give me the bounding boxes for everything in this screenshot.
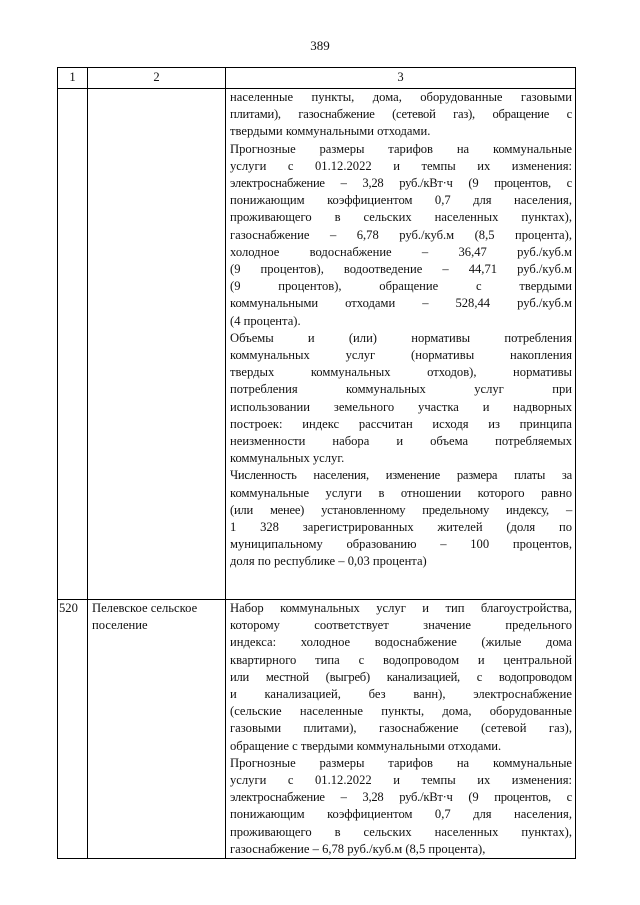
text-line: и канализацией, без ванн), электроснабжение bbox=[230, 687, 572, 702]
text-line: плитами), газоснабжение (сетевой газ), обращение с bbox=[230, 107, 572, 122]
text-line: проживающего в сельских населенных пунктах), bbox=[230, 824, 572, 839]
text-line: (или менее) установленному предельному индексу, – bbox=[230, 502, 572, 517]
paragraph bbox=[230, 141, 572, 330]
text-line: коммунальных услуг. bbox=[230, 451, 345, 466]
text-line: услуги с 01.12.2022 и темпы их изменения: bbox=[230, 158, 572, 173]
text-line: твердых коммунальных отходов), нормативы bbox=[230, 365, 572, 380]
text-line: Набор коммунальных услуг и тип благоустройства, bbox=[230, 601, 572, 615]
text-line: коммунальных услуг (нормативы накопления bbox=[230, 348, 572, 363]
text-line: электроснабжение – 3,28 руб./кВт·ч (9 процентов, с bbox=[230, 176, 572, 191]
text-line: газоснабжение – 6,78 руб./куб.м (8,5 процента), bbox=[230, 227, 572, 242]
text-line: коммунальными отходами – 528,44 руб./куб.м bbox=[230, 296, 572, 311]
header-col-1: 1 bbox=[58, 68, 88, 89]
text-line: газоснабжение – 6,78 руб./куб.м (8,5 процента), bbox=[230, 841, 486, 856]
text-line: Численность населения, изменение размера платы за bbox=[230, 468, 572, 483]
text-line: (9 процентов), водоотведение – 44,71 руб./куб.м bbox=[230, 262, 572, 277]
text-line: Прогнозные размеры тарифов на коммунальные bbox=[230, 755, 572, 770]
text-line: использовании земельного участка и надворных bbox=[230, 399, 572, 414]
paragraph bbox=[230, 467, 572, 570]
text-line: или местной (выгреб) канализацией, с водопроводом bbox=[230, 669, 572, 684]
text-line: понижающим коэффициентом 0,7 для населения, bbox=[230, 807, 572, 822]
text-line: которому соответствует значение предельного bbox=[230, 618, 572, 633]
text-line: неизменности набора и объема потребляемых bbox=[230, 434, 572, 449]
paragraph bbox=[230, 89, 572, 141]
text-line: понижающим коэффициентом 0,7 для населения, bbox=[230, 193, 572, 208]
text-line: населенные пункты, дома, оборудованные газовыми bbox=[230, 90, 572, 104]
row-municipality-name: Пелевское сельское поселение bbox=[88, 600, 226, 859]
text-line: муниципальному образованию – 100 процентов, bbox=[230, 537, 572, 552]
text-line: твердыми коммунальными отходами. bbox=[230, 124, 431, 139]
text-line: индекса: холодное водоснабжение (жилые дома bbox=[230, 635, 572, 650]
row-number bbox=[58, 89, 88, 600]
header-col-2: 2 bbox=[88, 68, 226, 89]
text-line: (9 процентов), обращение с твердыми bbox=[230, 279, 572, 294]
text-line: (сельские населенные пункты, дома, оборудованные bbox=[230, 704, 572, 719]
row-content bbox=[226, 600, 576, 859]
row-content bbox=[226, 89, 576, 600]
text-line: проживающего в сельских населенных пунктах), bbox=[230, 210, 572, 225]
text-line: обращение с твердыми коммунальными отходами. bbox=[230, 738, 502, 753]
text-line: потребления коммунальных услуг при bbox=[230, 382, 572, 397]
text-line: квартирного типа с водопроводом и центральной bbox=[230, 652, 572, 667]
document-table bbox=[57, 67, 576, 859]
paragraph bbox=[230, 330, 572, 468]
paragraph bbox=[230, 755, 572, 858]
row-municipality-name bbox=[88, 89, 226, 600]
text-line: доля по республике – 0,03 процента) bbox=[230, 554, 427, 569]
text-line: услуги с 01.12.2022 и темпы их изменения: bbox=[230, 773, 572, 788]
text-line: электроснабжение – 3,28 руб./кВт·ч (9 процентов, с bbox=[230, 790, 572, 805]
text-line: коммунальные услуги в отношении которого равно bbox=[230, 485, 572, 500]
text-line: (4 процента). bbox=[230, 313, 301, 328]
header-col-3: 3 bbox=[226, 68, 576, 89]
page-number: 389 bbox=[310, 38, 330, 53]
table-header-row bbox=[58, 68, 576, 89]
text-line: 1 328 зарегистрированных жителей (доля по bbox=[230, 520, 572, 535]
text-line: газовыми плитами), газоснабжение (сетевой газ), bbox=[230, 721, 572, 736]
row-number: 520 bbox=[58, 600, 88, 859]
table-row bbox=[58, 600, 576, 859]
text-line: построек: индекс рассчитан исходя из принципа bbox=[230, 416, 572, 431]
paragraph bbox=[230, 600, 572, 755]
text-line: Прогнозные размеры тарифов на коммунальные bbox=[230, 141, 572, 156]
text-line: Объемы и (или) нормативы потребления bbox=[230, 330, 572, 345]
table-row bbox=[58, 89, 576, 600]
text-line: холодное водоснабжение – 36,47 руб./куб.м bbox=[230, 244, 572, 259]
